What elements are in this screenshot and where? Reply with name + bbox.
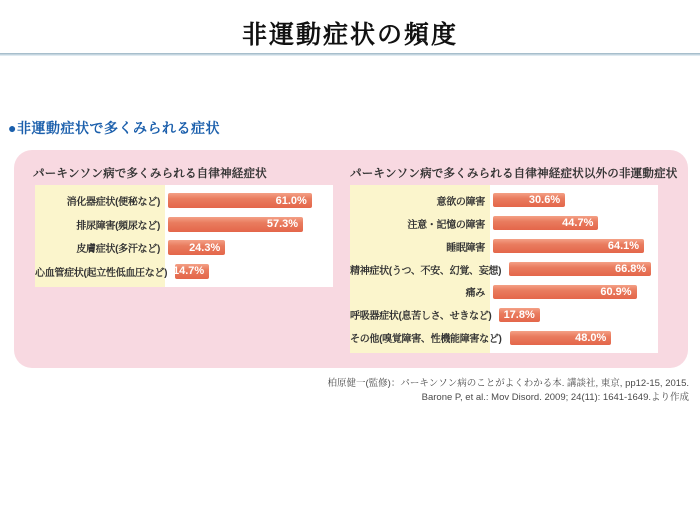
left-chart-title: パーキンソン病で多くみられる自律神経症状 bbox=[33, 168, 267, 180]
source-citation bbox=[169, 377, 689, 405]
bar bbox=[493, 285, 637, 299]
bar bbox=[509, 262, 651, 276]
bar bbox=[493, 193, 565, 207]
bar bbox=[172, 264, 209, 279]
category-label: 消化器症状(便秘など) bbox=[66, 197, 160, 209]
bar-value-label: 66.8% bbox=[614, 263, 647, 275]
bar-track bbox=[490, 193, 658, 207]
category-label: 呼吸器症状(息苦しさ、せきなど) bbox=[350, 311, 492, 323]
chart-row bbox=[35, 236, 333, 260]
right-chart-title: パーキンソン病で多くみられる自律神経症状以外の非運動症状 bbox=[350, 168, 678, 180]
bar-track bbox=[506, 262, 658, 276]
chart-row bbox=[35, 189, 333, 213]
source-citation-line2: Barone P, et al.: Mov Disord. 2009; 24(11): 1641-1649.より作成 bbox=[421, 391, 689, 403]
bar-value-label: 48.0% bbox=[575, 331, 607, 344]
chart-row bbox=[350, 303, 658, 326]
bar bbox=[493, 239, 644, 253]
bar-value-label: 24.3% bbox=[189, 241, 221, 254]
bar bbox=[168, 217, 303, 232]
bar-value-label: 14.7% bbox=[172, 265, 205, 278]
bar-track bbox=[507, 331, 658, 345]
chart-row bbox=[350, 258, 658, 281]
source-citation-line1: 柏原健一(監修)：パーキンソン病のことがよくわかる本. 講談社, 東京, pp12-15, 2015. bbox=[327, 378, 689, 389]
section-heading: ●非運動症状で多くみられる症状 bbox=[8, 120, 220, 136]
chart-row bbox=[35, 260, 333, 284]
bar-track bbox=[496, 308, 658, 322]
bar-value-label: 44.7% bbox=[562, 217, 594, 230]
bar-track bbox=[490, 239, 658, 253]
category-label: その他(嗅覚障害、性機能障害など) bbox=[350, 334, 502, 346]
bar-value-label: 64.1% bbox=[607, 240, 640, 253]
category-label: 皮膚症状(多汗など) bbox=[76, 244, 160, 256]
category-label: 痛み bbox=[465, 288, 485, 300]
bar-track bbox=[490, 216, 658, 230]
bar bbox=[168, 240, 225, 255]
category-label: 排尿障害(頻尿など) bbox=[76, 220, 160, 232]
bar bbox=[493, 216, 598, 230]
bar-value-label: 60.9% bbox=[600, 285, 632, 298]
category-label: 睡眠障害 bbox=[446, 242, 485, 254]
bar-value-label: 61.0% bbox=[275, 194, 307, 207]
bar-track bbox=[490, 285, 658, 299]
category-label: 心血管症状(起立性低血圧など) bbox=[35, 267, 168, 279]
bar-track bbox=[172, 264, 333, 279]
bar-value-label: 30.6% bbox=[528, 194, 561, 207]
bar bbox=[510, 331, 612, 345]
right-bar-chart bbox=[350, 185, 658, 353]
bar-track bbox=[165, 217, 333, 232]
bar-track bbox=[165, 240, 333, 255]
bar bbox=[168, 193, 312, 208]
chart-row bbox=[350, 212, 658, 235]
bar bbox=[499, 308, 539, 322]
left-bar-chart bbox=[35, 185, 333, 287]
chart-row bbox=[350, 280, 658, 303]
chart-row bbox=[35, 213, 333, 237]
category-label: 意欲の障害 bbox=[436, 196, 485, 208]
title-divider-line bbox=[0, 53, 700, 56]
category-label: 注意・記憶の障害 bbox=[407, 219, 485, 231]
chart-row bbox=[350, 326, 658, 349]
bar-value-label: 17.8% bbox=[503, 308, 535, 321]
chart-row bbox=[350, 189, 658, 212]
chart-row bbox=[350, 235, 658, 258]
category-label: 精神症状(うつ、不安、幻覚、妄想) bbox=[350, 265, 502, 277]
bar-track bbox=[165, 193, 333, 208]
bar-value-label: 57.3% bbox=[266, 218, 299, 231]
page-title: 非運動症状の頻度 bbox=[241, 21, 458, 49]
